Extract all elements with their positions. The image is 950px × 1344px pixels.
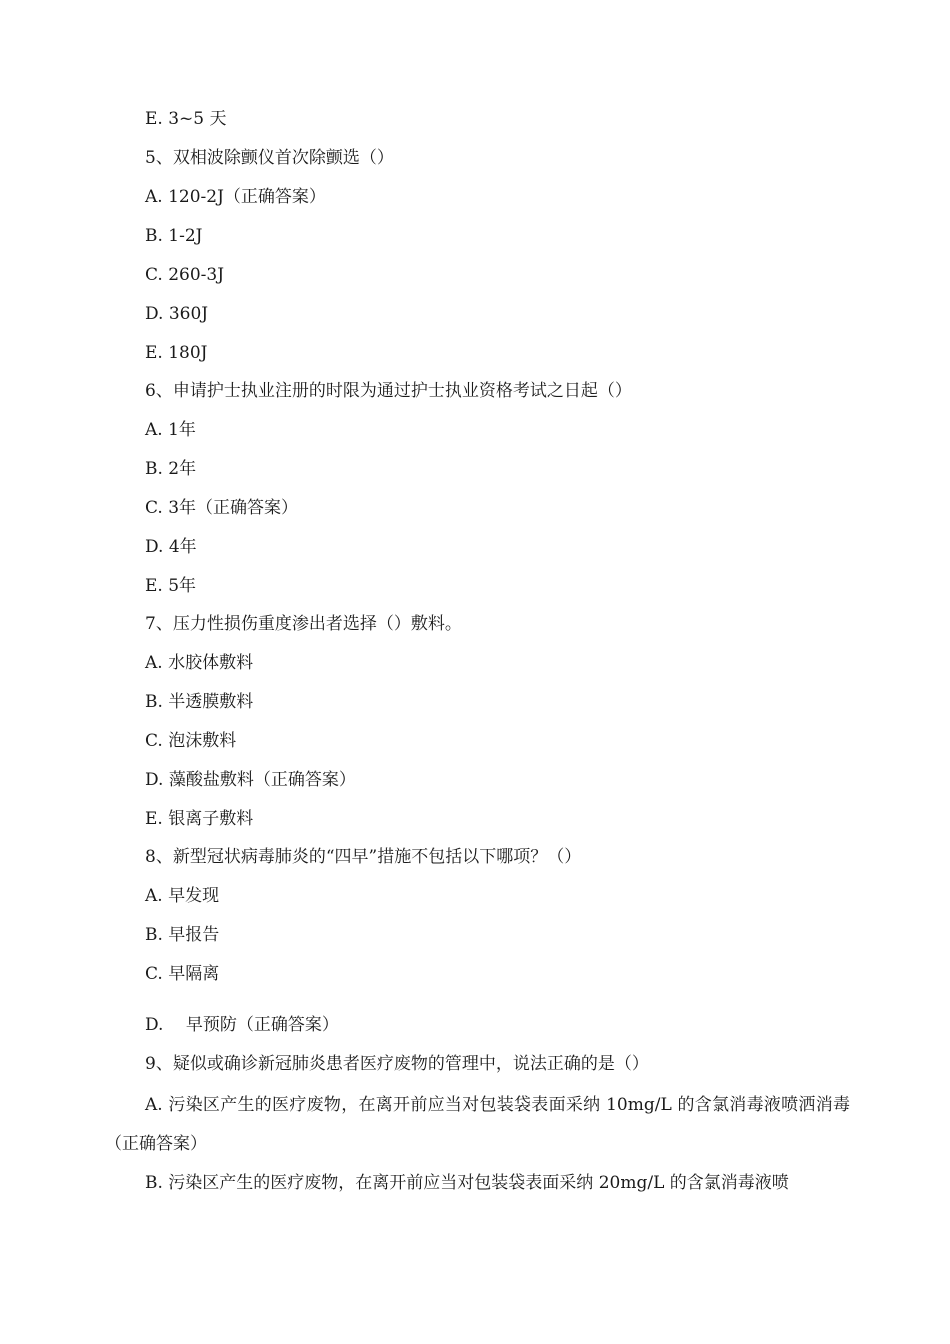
q6-option-b: B. 2年 — [145, 459, 197, 479]
q5-option-c: C. 260-3J — [145, 265, 225, 285]
q6-question: 6、申请护士执业注册的时限为通过护士执业资格考试之日起（） — [145, 381, 632, 401]
q9-option-b: B. 污染区产生的医疗废物，在离开前应当对包装袋表面采纳 20mg/L 的含氯消毒液喷 — [145, 1173, 789, 1193]
q9-question: 9、疑似或确诊新冠肺炎患者医疗废物的管理中，说法正确的是（） — [145, 1054, 649, 1074]
q8-option-c: C. 早隔离 — [145, 964, 220, 984]
q9-option-a: A. 污染区产生的医疗废物，在离开前应当对包装袋表面采纳 10mg/L 的含氯消毒液喷洒消毒（正确答案） — [105, 1095, 850, 1154]
q8-question: 8、新型冠状病毒肺炎的“四早”措施不包括以下哪项？（） — [145, 847, 582, 867]
q8-option-a: A. 早发现 — [145, 886, 220, 906]
q7-option-b: B. 半透膜敷料 — [145, 692, 254, 712]
q6-option-d: D. 4年 — [145, 537, 197, 557]
q7-option-c: C. 泡沫敷料 — [145, 731, 237, 751]
q7-option-a: A. 水胶体敷料 — [145, 653, 254, 673]
q5-option-b: B. 1-2J — [145, 226, 203, 246]
q5-option-a: A. 120-2J（正确答案） — [145, 187, 326, 207]
q7-option-d: D. 藻酸盐敷料（正确答案） — [145, 770, 356, 790]
q5-question: 5、双相波除颤仪首次除颤选（） — [145, 148, 394, 168]
q6-option-c: C. 3年（正确答案） — [145, 498, 299, 518]
q7-question: 7、压力性损伤重度渗出者选择（）敷料。 — [145, 614, 462, 634]
q8-option-b: B. 早报告 — [145, 925, 220, 945]
q6-option-e: E. 5年 — [145, 576, 197, 596]
q5-option-d: D. 360J — [145, 304, 209, 324]
q6-option-a: A. 1年 — [145, 420, 196, 440]
q4-option-e: E. 3~5 天 — [145, 109, 227, 129]
q8-option-d: D. 早预防（正确答案） — [145, 1015, 339, 1035]
q5-option-e: E. 180J — [145, 343, 208, 363]
q7-option-e: E. 银离子敷料 — [145, 809, 254, 829]
